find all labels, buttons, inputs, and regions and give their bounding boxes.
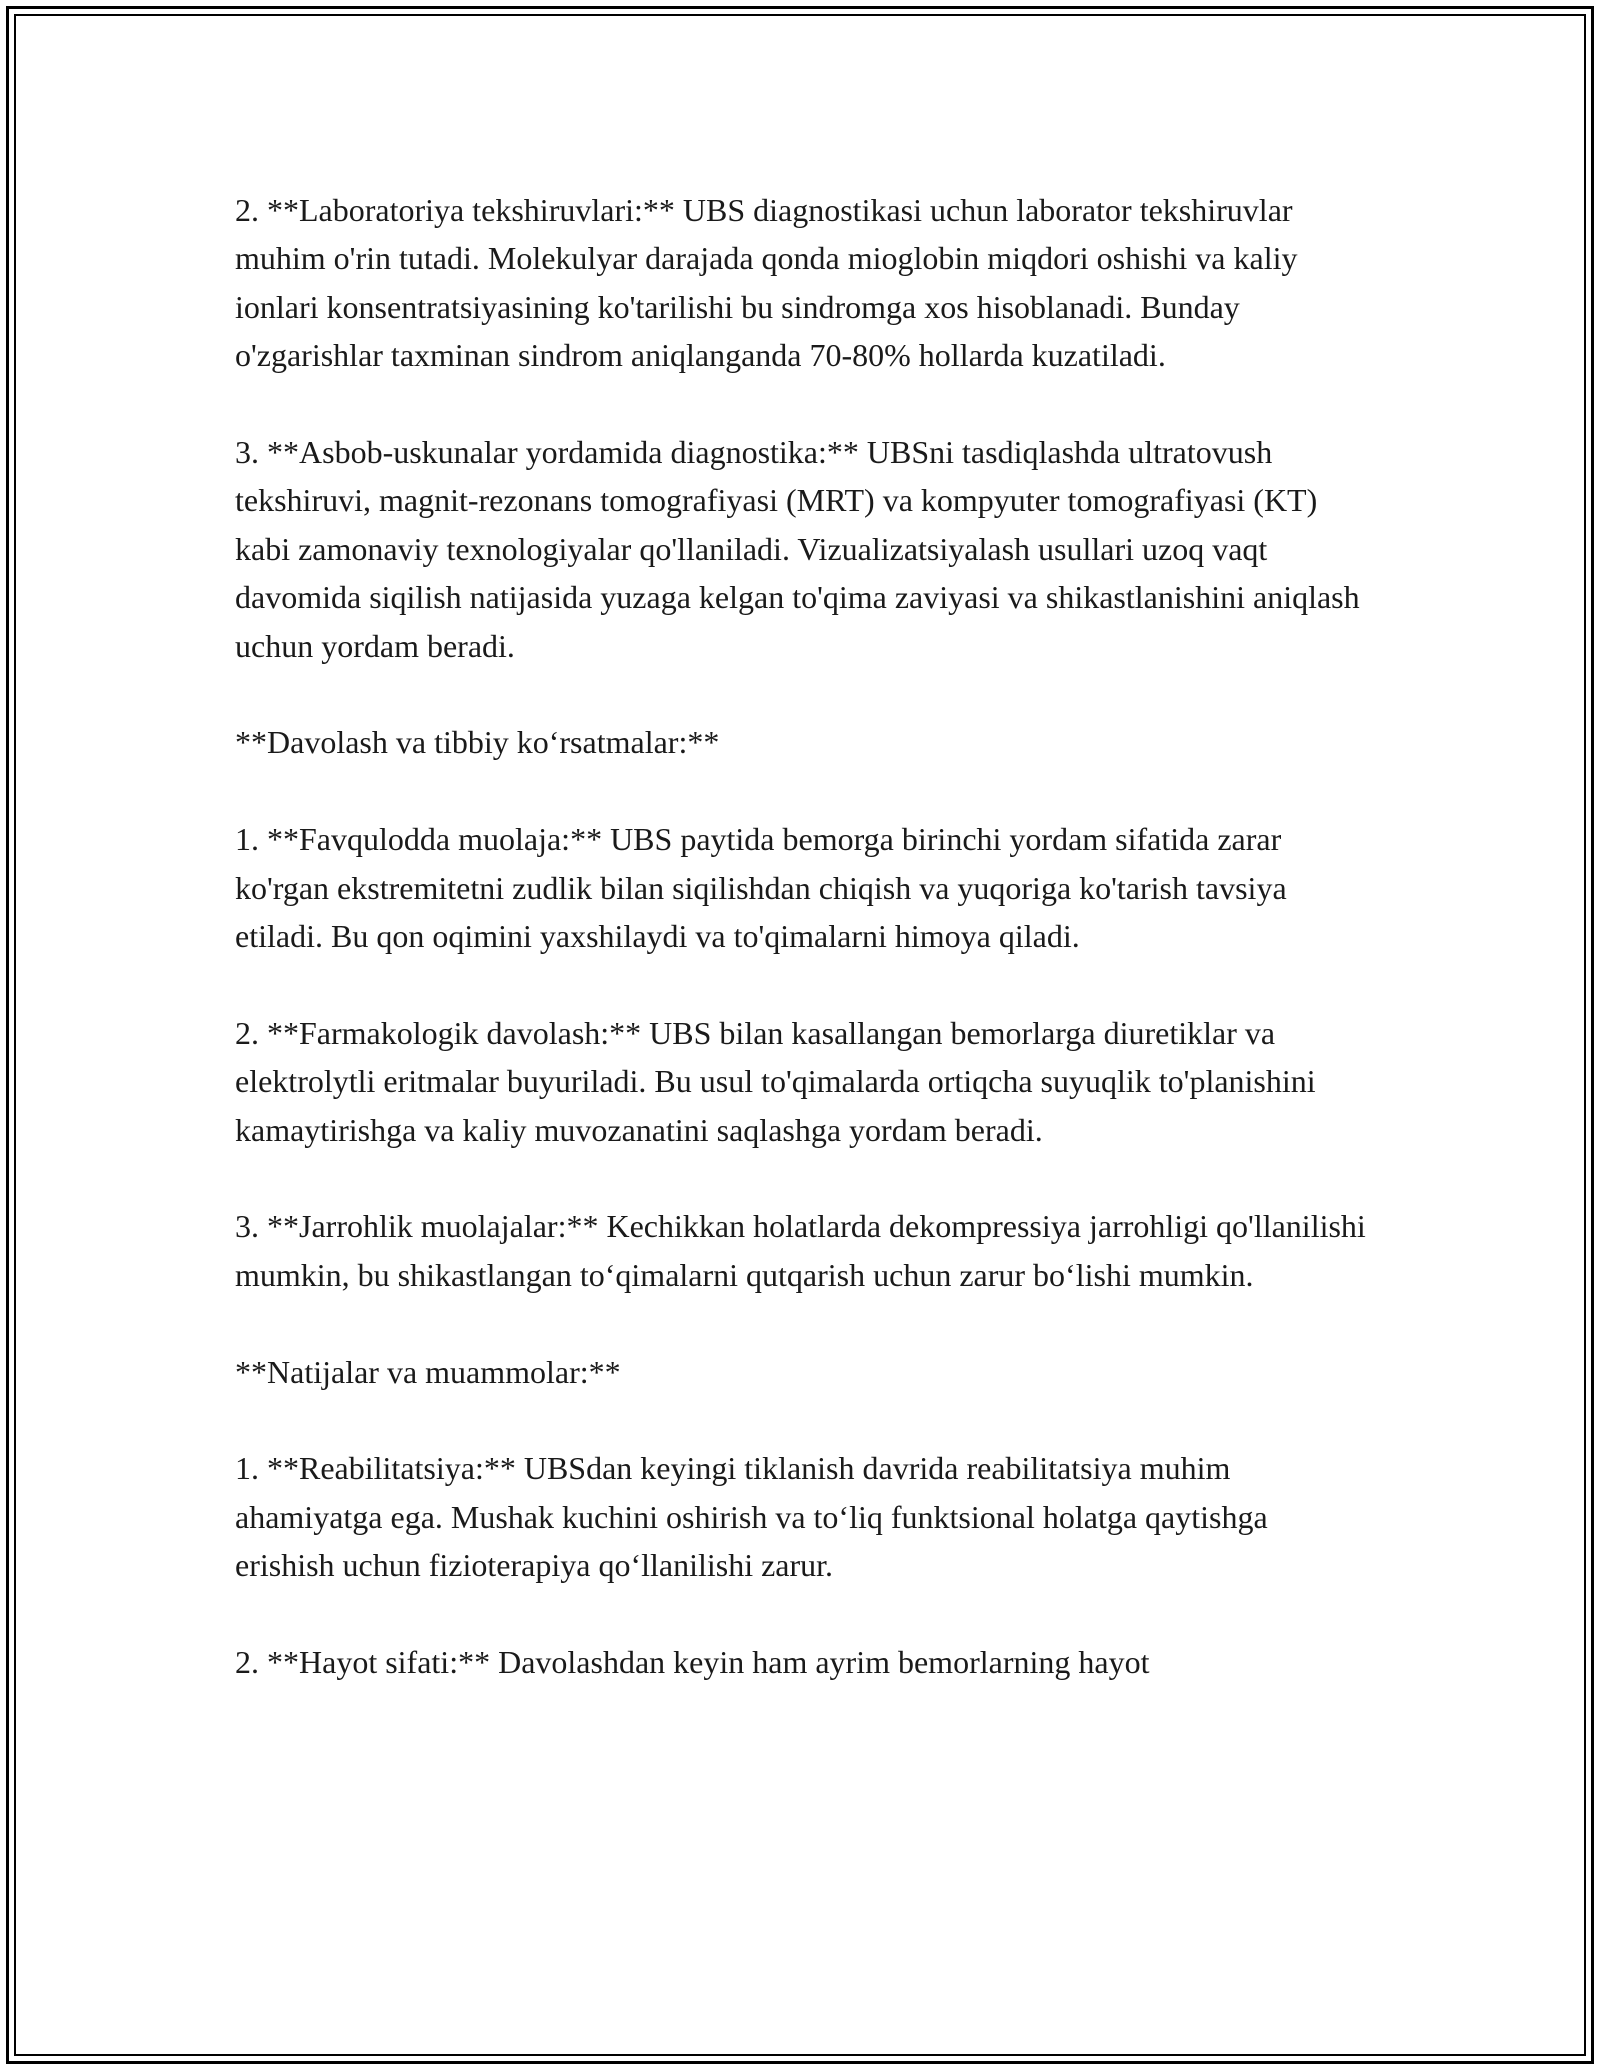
paragraph-instrumental-diagnostics: 3. **Asbob-uskunalar yordamida diagnostika:** UBSni tasdiqlashda ultratovush tekshiruvi, magnit-rezonans tomografiyasi (MRT) va kompyuter tomografiyasi (KT) kabi zamonaviy texnologiyalar qo'llaniladi. Vizualizatsiyalash usullari uzoq vaqt davomida siqilish natijasida yuzaga kelgan to'qima zaviyasi va shikastlanishini aniqlash uchun yordam beradi. xyxy=(235,434,1360,664)
paragraph-pharmacological-treatment: 2. **Farmakologik davolash:** UBS bilan kasallangan bemorlarga diuretiklar va elektrolytli eritmalar buyuriladi. Bu usul to'qimalarda ortiqcha suyuqlik to'planishini kamaytirishga va kaliy muvozanatini saqlashga yordam beradi. xyxy=(235,1014,1316,1148)
section-heading-outcomes: **Natijalar va muammolar:** xyxy=(235,1353,621,1390)
paragraph-surgical-procedures: 3. **Jarrohlik muolajalar:** Kechikkan holatlarda dekompressiya jarrohligi qo'llanilishi mumkin, bu shikastlangan toʻqimalarni qutqarish uchun zarur boʻlishi mumkin. xyxy=(235,1208,1366,1293)
paragraph-laboratory-tests: 2. **Laboratoriya tekshiruvlari:** UBS diagnostikasi uchun laborator tekshiruvlar muhim o'rin tutadi. Molekulyar darajada qonda mioglobin miqdori oshishi va kaliy ionlari konsentratsiyasining ko'tarilishi bu sindromga xos hisoblanadi. Bunday o'zgarishlar taxminan sindrom aniqlanganda 70-80% hollarda kuzatiladi. xyxy=(235,192,1298,374)
paragraph-rehabilitation: 1. **Reabilitatsiya:** UBSdan keyingi tiklanish davrida reabilitatsiya muhim ahamiyatga ega. Mushak kuchini oshirish va toʻliq funktsional holatga qaytishga erishish uchun fizioterapiya qoʻllanilishi zarur. xyxy=(235,1450,1268,1584)
document-body xyxy=(235,186,1375,1686)
paragraph-emergency-care: 1. **Favqulodda muolaja:** UBS paytida bemorga birinchi yordam sifatida zarar ko'rgan ekstremitetni zudlik bilan siqilishdan chiqish va yuqoriga ko'tarish tavsiya etiladi. Bu qon oqimini yaxshilaydi va to'qimalarni himoya qiladi. xyxy=(235,821,1287,955)
section-heading-treatment: **Davolash va tibbiy koʻrsatmalar:** xyxy=(235,724,720,761)
paragraph-quality-of-life: 2. **Hayot sifati:** Davolashdan keyin ham ayrim bemorlarning hayot xyxy=(235,1644,1150,1681)
